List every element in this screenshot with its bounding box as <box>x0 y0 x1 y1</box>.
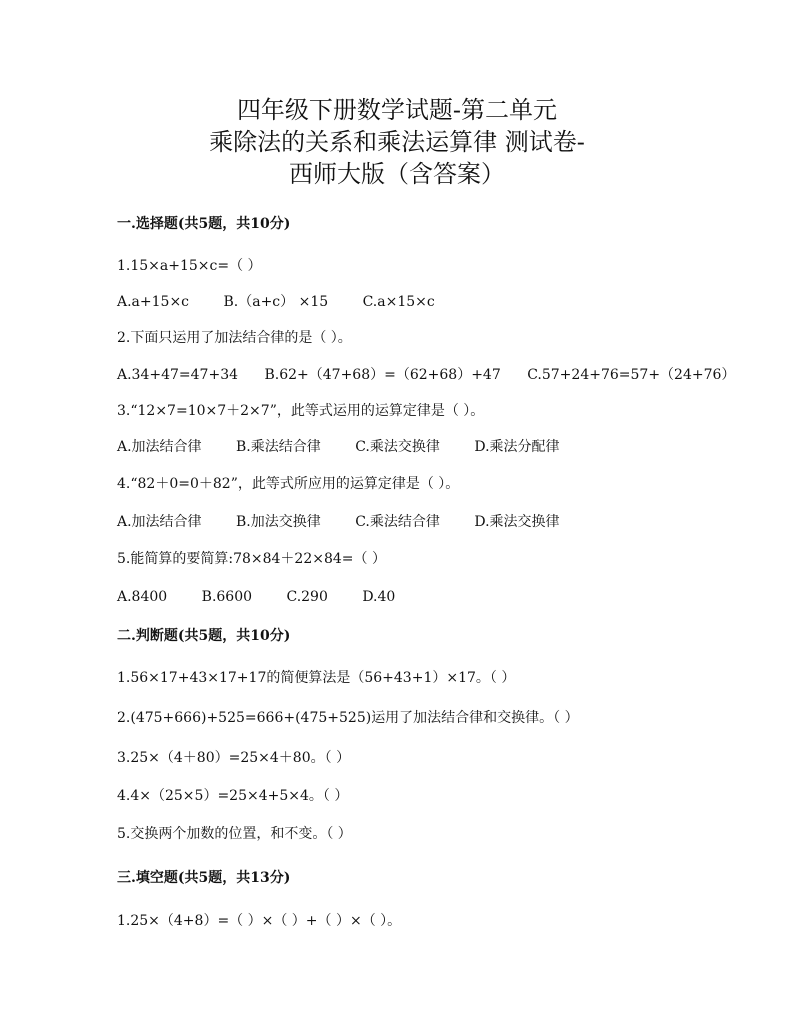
option-b: B.乘法结合律 <box>236 439 321 455</box>
question-text: 1.56×17+43×17+17的简便算法是（56+43+1）×17。（ ） <box>117 670 516 686</box>
question-text: 5.能简算的要简算:78×84＋22×84=（ ） <box>117 551 386 567</box>
title-line-1: 四年级下册数学试题-第二单元 <box>236 96 558 124</box>
section-heading-fill: 三.填空题(共5题，共13分) <box>117 870 291 886</box>
section-heading-judge: 二.判断题(共5题，共10分) <box>117 628 291 644</box>
option-d: D.乘法交换律 <box>474 514 560 530</box>
option-d: D.乘法分配律 <box>474 439 560 455</box>
question-text: 1.15×a+15×c=（ ） <box>117 258 262 274</box>
option-c: C.a×15×c <box>362 294 435 310</box>
option-b: B.6600 <box>201 589 253 605</box>
section-heading-choice: 一.选择题(共5题，共10分) <box>117 216 291 232</box>
option-b: B.加法交换律 <box>236 514 321 530</box>
option-c: C.290 <box>286 589 328 605</box>
question-options <box>117 587 425 607</box>
question-options <box>117 365 757 385</box>
option-a: A.加法结合律 <box>117 439 202 455</box>
question-text: 5.交换两个加数的位置，和不变。（ ） <box>117 826 352 842</box>
question-text: 2.(475+666)+525=666+(475+525)运用了加法结合律和交换律。（ ） <box>117 710 579 726</box>
question-text: 4.“82＋0=0＋82”，此等式所应用的运算定律是（ ）。 <box>117 476 460 492</box>
question-options <box>117 292 465 312</box>
option-a: A.34+47=47+34 <box>117 367 239 383</box>
question-text: 1.25×（4+8）=（ ）×（ ）+（ ）×（ ）。 <box>117 913 402 929</box>
option-a: A.加法结合律 <box>117 514 202 530</box>
question-text: 3.“12×7=10×7＋2×7”，此等式运用的运算定律是（ ）。 <box>117 403 485 419</box>
option-b: B.（a+c） ×15 <box>223 294 329 310</box>
option-b: B.62+（47+68）=（62+68）+47 <box>264 367 501 383</box>
option-a: A.8400 <box>117 589 168 605</box>
option-c: C.乘法交换律 <box>355 439 440 455</box>
title-line-3: 西师大版（含答案） <box>289 160 505 188</box>
question-options <box>117 512 590 532</box>
question-options <box>117 437 590 457</box>
option-a: A.a+15×c <box>117 294 190 310</box>
title-line-2: 乘除法的关系和乘法运算律 测试卷- <box>209 128 585 156</box>
option-d: D.40 <box>362 589 396 605</box>
option-c: C.乘法结合律 <box>355 514 440 530</box>
question-text: 3.25×（4＋80）=25×4＋80。（ ） <box>117 750 351 766</box>
question-text: 4.4×（25×5）=25×4+5×4。（ ） <box>117 788 349 804</box>
option-c: C.57+24+76=57+（24+76） <box>527 367 736 383</box>
question-text: 2.下面只运用了加法结合律的是（ ）。 <box>117 330 352 346</box>
